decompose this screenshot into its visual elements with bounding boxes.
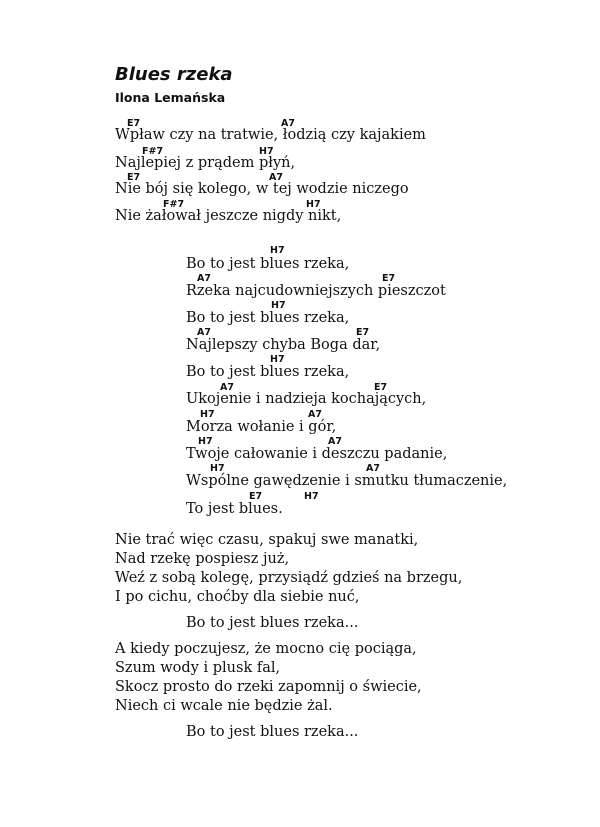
refrain-repeat: Bo to jest blues rzeka... (186, 724, 359, 740)
chord: F#7 (163, 199, 185, 210)
lyric-line: Weź z sobą kolegę, przysiądź gdzieś na brzegu, (115, 570, 463, 586)
lyric-line: Bo to jest blues rzeka, (186, 310, 350, 326)
lyric-line: Najlepiej z prądem płyń, (115, 155, 296, 171)
lyric-line: Wpław czy na tratwie, łodzią czy kajakiem (115, 127, 426, 143)
lyric-line: I po cichu, choćby dla siebie nuć, (115, 589, 360, 605)
chord: A7 (269, 172, 283, 183)
lyric-line: Najlepszy chyba Boga dar, (186, 337, 381, 353)
chord: E7 (356, 327, 370, 338)
chord: F#7 (142, 146, 164, 157)
chord: A7 (281, 118, 295, 129)
chord: H7 (198, 436, 213, 447)
chord: A7 (197, 273, 211, 284)
chord: H7 (210, 463, 225, 474)
lyric-line: Wspólne gawędzenie i smutku tłumaczenie, (186, 473, 508, 489)
chord: H7 (200, 409, 215, 420)
lyric-line: Nad rzekę pospiesz już, (115, 551, 290, 567)
lyric-line: Bo to jest blues rzeka, (186, 364, 350, 380)
chord: H7 (304, 491, 319, 502)
lyric-line: Ukojenie i nadzieja kochających, (186, 391, 427, 407)
chord: A7 (220, 382, 234, 393)
lyric-line: Twoje całowanie i deszczu padanie, (186, 446, 448, 462)
chord: A7 (328, 436, 342, 447)
chord: E7 (127, 118, 141, 129)
chord: H7 (306, 199, 321, 210)
chord: A7 (197, 327, 211, 338)
lyric-line: Bo to jest blues rzeka, (186, 256, 350, 272)
chord: A7 (308, 409, 322, 420)
lyric-line: Nie trać więc czasu, spakuj swe manatki, (115, 532, 419, 548)
lyric-line: Niech ci wcale nie będzie żal. (115, 698, 333, 714)
lyric-line: A kiedy poczujesz, że mocno cię pociąga, (115, 641, 417, 657)
chord: E7 (382, 273, 396, 284)
chord: H7 (270, 245, 285, 256)
lyric-line: To jest blues. (186, 501, 283, 517)
lyric-line: Nie żałował jeszcze nigdy nikt, (115, 208, 342, 224)
chord: H7 (270, 354, 285, 365)
chord: H7 (259, 146, 274, 157)
lyric-line: Morza wołanie i gór, (186, 419, 337, 435)
chord: H7 (271, 300, 286, 311)
chord: E7 (374, 382, 388, 393)
lyric-line: Rzeka najcudowniejszych pieszczot (186, 283, 446, 299)
song-author: Ilona Lemańska (115, 90, 226, 105)
song-title: Blues rzeka (115, 64, 233, 85)
lyric-line: Szum wody i plusk fal, (115, 660, 281, 676)
chord: A7 (366, 463, 380, 474)
refrain-repeat: Bo to jest blues rzeka... (186, 615, 359, 631)
lyric-line: Nie bój się kolego, w tej wodzie niczego (115, 181, 409, 197)
chord: E7 (127, 172, 141, 183)
lyric-line: Skocz prosto do rzeki zapomnij o świecie, (115, 679, 422, 695)
chord: E7 (249, 491, 263, 502)
